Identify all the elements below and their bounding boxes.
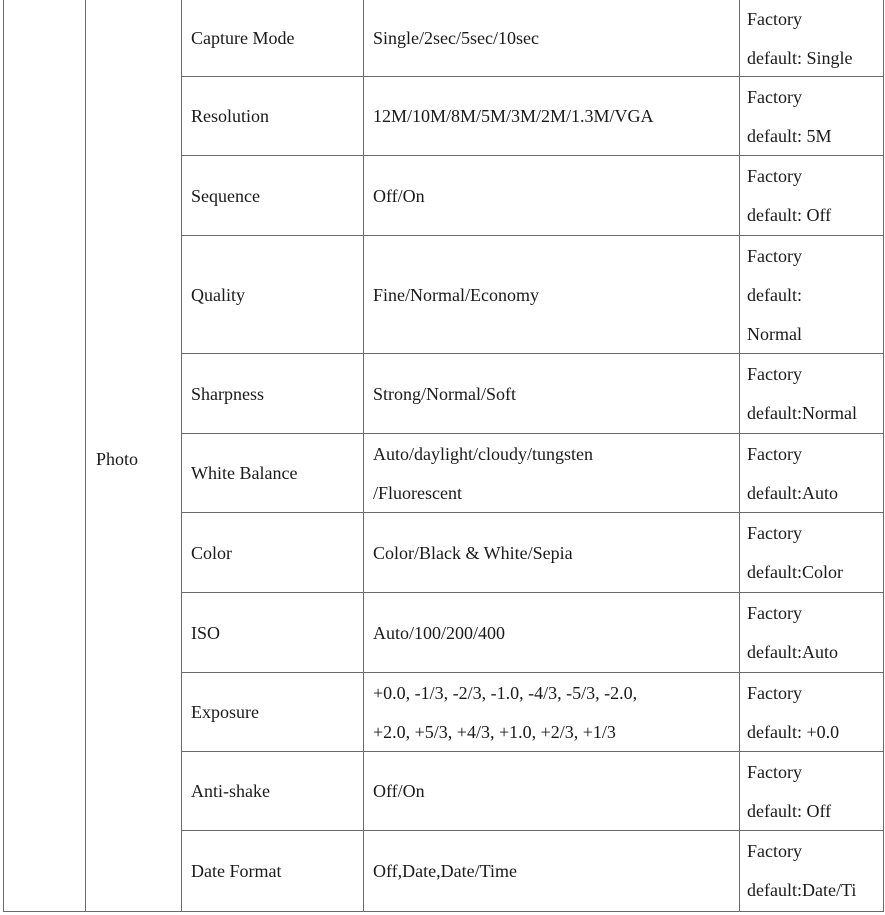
setting-options [373,77,745,156]
options-line: +0.0, -1/3, -2/3, -1.0, -4/3, -5/3, -2.0, [373,682,638,703]
options-line: +2.0, +5/3, +4/3, +1.0, +2/3, +1/3 [373,721,616,742]
setting-name: Sharpness [191,383,264,404]
setting-name: White Balance [191,463,298,483]
table-row [181,513,884,593]
setting-options [373,354,745,434]
setting-options [373,593,745,673]
default-line: default:Auto [747,482,838,503]
setting-default [747,513,884,593]
default-line: default:Color [747,562,843,582]
default-line: Normal [747,323,802,344]
options-line: Strong/Normal/Soft [373,383,516,404]
default-line: Factory [747,86,802,107]
setting-name: Exposure [191,702,259,722]
table-row [181,354,884,434]
setting-default [747,593,884,673]
default-line: default: [747,284,802,305]
options-line: Fine/Normal/Economy [373,284,539,305]
setting-options [373,0,745,77]
setting-name: Sequence [191,185,260,206]
table-row [181,673,884,752]
options-line: 12M/10M/8M/5M/3M/2M/1.3M/VGA [373,106,654,126]
setting-name: Color [191,542,233,563]
default-line: Factory [747,245,802,266]
setting-options [373,434,745,513]
setting-name: Resolution [191,106,270,126]
setting-options [373,752,745,831]
setting-default [747,77,884,156]
setting-default [747,831,884,911]
options-line: /Fluorescent [373,482,462,503]
setting-default [747,0,884,77]
options-line: Off,Date,Date/Time [373,860,517,881]
options-line: Auto/daylight/cloudy/tungsten [373,443,593,464]
table-row [181,752,884,831]
default-line: default:Auto [747,642,838,662]
setting-name: ISO [191,622,221,643]
setting-options [373,156,745,236]
setting-options [373,513,745,593]
options-line: Auto/100/200/400 [373,622,506,643]
options-line: Off/On [373,781,425,801]
table-border-bottom [3,911,884,912]
default-line: Factory [747,523,802,543]
setting-name: Quality [191,284,245,305]
setting-options [373,673,745,752]
setting-default [747,434,884,513]
default-line: default:Date/Ti [747,880,857,900]
setting-name: Date Format [191,860,282,881]
setting-default [747,236,884,354]
default-line: default: Off [747,205,832,225]
category-label: Photo [96,449,139,469]
default-line: Factory [747,761,802,782]
options-line: Color/Black & White/Sepia [373,542,573,563]
default-line: default: 5M [747,125,832,146]
default-line: default:Normal [747,403,857,423]
table-row [181,831,884,911]
default-line: Factory [747,603,802,623]
options-line: Off/On [373,185,425,206]
category-divider [85,0,86,912]
table-row [181,156,884,236]
default-line: Factory [747,8,802,29]
setting-default [747,752,884,831]
table-row [181,593,884,673]
table-border-left [3,0,4,912]
table-row [181,0,884,77]
default-line: Factory [747,841,802,861]
default-line: Factory [747,364,802,384]
options-line: Single/2sec/5sec/10sec [373,28,539,48]
default-line: Factory [747,682,802,703]
default-line: default: Single [747,47,853,68]
setting-default [747,673,884,752]
setting-options [373,831,745,911]
table-row [181,434,884,513]
default-line: Factory [747,166,802,186]
setting-default [747,156,884,236]
default-line: default: +0.0 [747,721,840,742]
table-row [181,236,884,354]
setting-name: Anti-shake [191,781,270,801]
default-line: Factory [747,443,802,464]
setting-default [747,354,884,434]
default-line: default: Off [747,800,832,821]
table-row [181,77,884,156]
setting-name: Capture Mode [191,28,295,48]
setting-options [373,236,745,354]
